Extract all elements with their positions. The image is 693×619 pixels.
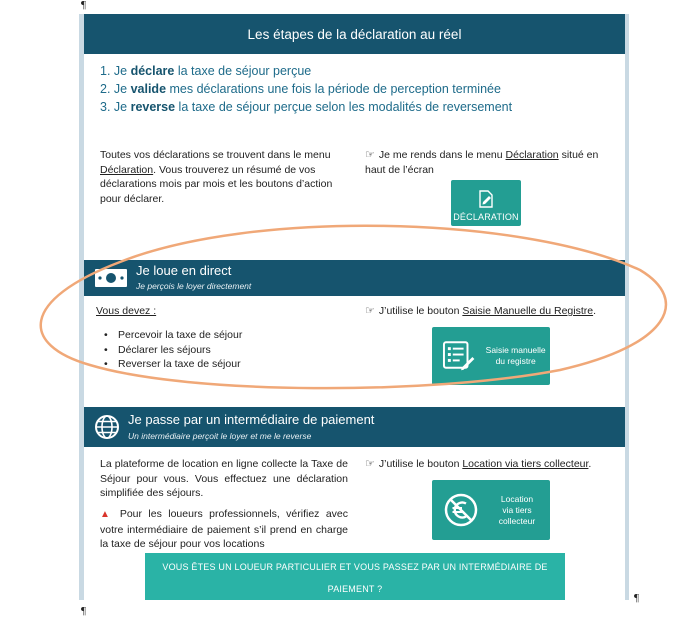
direct-hint: ☞ J’utilise le bouton Saisie Manuelle du Registre. (365, 305, 597, 317)
pilcrow-mark: ¶ (81, 0, 86, 11)
tiers-button-label-line3: collecteur (498, 515, 536, 526)
warning-icon: ▲ (100, 509, 114, 520)
pilcrow-mark: ¶ (634, 592, 639, 604)
hand-point-icon: ☞ (365, 149, 375, 161)
pilcrow-mark: ¶ (81, 605, 86, 617)
saisie-button-label-line2: du registre (495, 356, 536, 366)
professional-warning: ▲ Pour les loueurs professionnels, vérifiez avec votre intermédiaire de paiement s’il prend en charge la taxe de séjour pour vos locations (100, 508, 349, 550)
saisie-button-label-line1: Saisie manuelle (485, 345, 546, 355)
list-item: • Déclarer les séjours (100, 343, 242, 358)
declaration-menu-link-hint[interactable]: Déclaration (505, 149, 559, 161)
must-label: Vous devez : (96, 305, 157, 317)
saisie-manuelle-link[interactable]: Saisie Manuelle du Registre (462, 305, 594, 317)
main-banner-title: Les étapes de la déclaration au réel (247, 26, 462, 42)
tiers-button-label-line2: via tiers (502, 504, 532, 515)
declaration-info: Toutes vos déclarations se trouvent dans le menu Déclaration. Vous trouverez un résumé de vos déclarations mois par mois et les boutons d’action pour déclarer. (100, 149, 333, 205)
hand-point-icon: ☞ (365, 305, 375, 317)
list-item: • Reverser la taxe de séjour (100, 357, 242, 372)
step-item: 3. Je reverse la taxe de séjour perçue selon les modalités de reversement (100, 100, 513, 114)
section-intermediary-subtitle: Un intermédiaire perçoit le loyer et me le reverse (128, 431, 312, 441)
tiers-collecteur-link[interactable]: Location via tiers collecteur (462, 458, 589, 470)
intermediary-hint: ☞ J’utilise le bouton Location via tiers collecteur. (365, 458, 592, 470)
section-direct-title: Je loue en direct (136, 263, 232, 278)
cta-label-line1: VOUS ÊTES UN LOUEUR PARTICULIER ET VOUS PASSEZ PAR UN INTERMÉDIAIRE DE (162, 562, 548, 572)
declaration-button-label: DÉCLARATION (453, 212, 519, 222)
step-item: 1. Je déclare la taxe de séjour perçue (100, 64, 312, 78)
section-intermediary-title: Je passe par un intermédiaire de paiement (128, 412, 375, 427)
step-item: 2. Je valide mes déclarations une fois la période de perception terminée (100, 82, 501, 96)
list-item: • Percevoir la taxe de séjour (100, 328, 242, 343)
declaration-hint: ☞ Je me rends dans le menu Déclaration situé en haut de l’écran (365, 149, 599, 176)
tiers-button-label-line1: Location (500, 493, 534, 504)
cta-label-line2: PAIEMENT ? (327, 584, 383, 594)
hand-point-icon: ☞ (365, 458, 375, 470)
intermediary-paragraph: La plateforme de location en ligne collecte la Taxe de Séjour pour vous. Vous effectuez une déclaration simplifiée des séjours. (100, 458, 348, 499)
section-direct-subtitle: Je perçois le loyer directement (136, 281, 252, 291)
declaration-menu-link[interactable]: Déclaration (100, 163, 154, 176)
